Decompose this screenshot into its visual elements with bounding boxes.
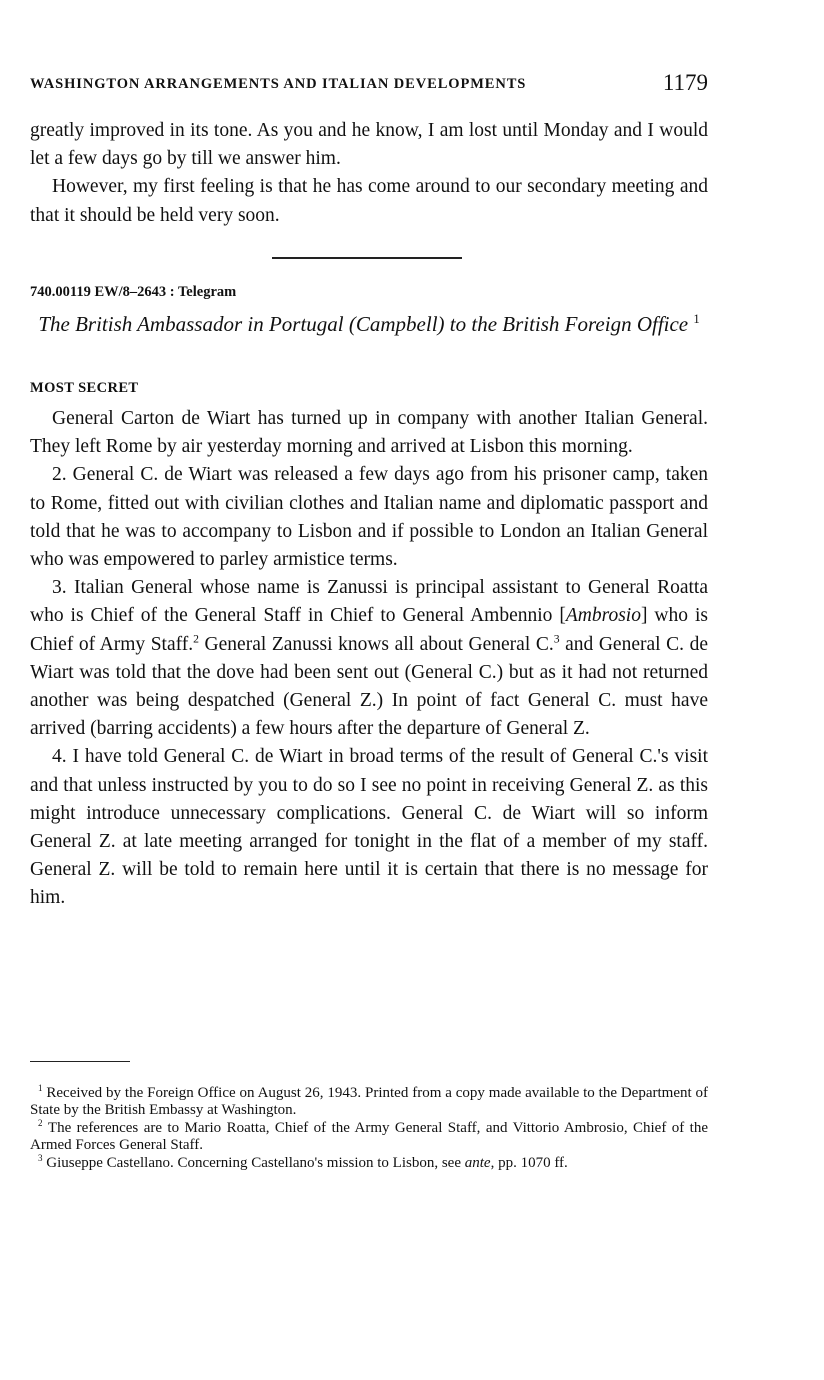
- page-number: 1179: [662, 70, 708, 95]
- continuation-paragraph: However, my first feeling is that he has come around to our secondary meeting and that it should be held very soon.: [30, 176, 708, 226]
- footnote-text: Giuseppe Castellano. Concerning Castellano's mission to Lisbon, see: [46, 1154, 465, 1171]
- classification-label: MOST SECRET: [30, 380, 139, 396]
- continuation-paragraph: greatly improved in its tone. As you and he know, I am lost until Monday and I would let a few days go by till we answer him.: [30, 120, 708, 170]
- telegram-paragraph-1: General Carton de Wiart has turned up in company with another Italian General. They left Rome by air yesterday morning and arrived at Lisbon this morning.: [30, 408, 708, 458]
- footnote-2: [30, 1117, 708, 1155]
- footnote-number: 1: [38, 1083, 43, 1093]
- footnote-3: [30, 1152, 708, 1172]
- document-title-text: The British Ambassador in Portugal (Campbell) to the British Foreign Office: [38, 312, 689, 336]
- telegram-paragraph-2: 2. General C. de Wiart was released a few days ago from his prisoner camp, taken to Rome, fitted out with civilian clothes and Italian name and diplomatic passport and told that he was to accompany to Lisbon and if possible to London an Italian General who was empowered to parley armistice terms.: [30, 464, 708, 571]
- telegram-body: [30, 405, 708, 913]
- continuation-text: [30, 117, 708, 230]
- footnote-text: , pp. 1070 ff.: [490, 1154, 568, 1171]
- footnotes: [30, 1085, 708, 1172]
- running-head: [30, 70, 708, 106]
- footnote-number: 3: [38, 1152, 43, 1163]
- running-title: WASHINGTON ARRANGEMENTS AND ITALIAN DEVELOPMENTS: [30, 76, 527, 92]
- footnote-text: Received by the Foreign Office on August 26, 1943. Printed from a copy made available to the Department of State by the British Embassy at Washington.: [30, 1085, 709, 1119]
- para3-text: and General C. de Wiart was told that the dove had been sent out (General C.) but as it had not returned another was being despatched (General Z.) In point of fact General C. must have arrived (barring accidents) a few hours after the departure of General Z.: [30, 633, 708, 740]
- footnote-text: The references are to Mario Roatta, Chief of the Army General Staff, and Vittorio Ambrosio, Chief of the Armed Forces General Staff.: [30, 1119, 708, 1154]
- document-file-number: 740.00119 EW/8–2643 : Telegram: [30, 284, 237, 300]
- footnote-italic: ante: [464, 1154, 491, 1171]
- footnote-ref: 2: [193, 632, 199, 646]
- para3-italic-name: Ambrosio: [565, 605, 641, 627]
- para3-text: 3. Italian General whose name is Zanussi is principal assistant to General Roatta who is Chief of the General Staff in Chief to General Ambennio [: [30, 577, 708, 627]
- para3-text: ] who is Chief of Army Staff.: [30, 605, 708, 655]
- footnote-ref: 3: [553, 632, 560, 646]
- footnote-divider: [30, 1061, 130, 1062]
- footnote-1: [30, 1085, 708, 1120]
- document-title: [30, 310, 708, 338]
- para3-text: General Zanussi knows all about General C.: [198, 633, 554, 655]
- section-divider: [272, 257, 462, 259]
- telegram-paragraph-3: [30, 574, 708, 743]
- telegram-paragraph-4: 4. I have told General C. de Wiart in broad terms of the result of General C.'s visit and that unless instructed by you to do so I see no point in receiving General Z. as this might introduce unnecessary complications. General C. de Wiart will so inform General Z. at late meeting arranged for tonight in the flat of a member of my staff. General Z. will be told to remain here until it is certain that there is no message for him.: [30, 746, 708, 909]
- footnote-ref: 1: [693, 312, 700, 326]
- footnote-number: 2: [38, 1117, 43, 1128]
